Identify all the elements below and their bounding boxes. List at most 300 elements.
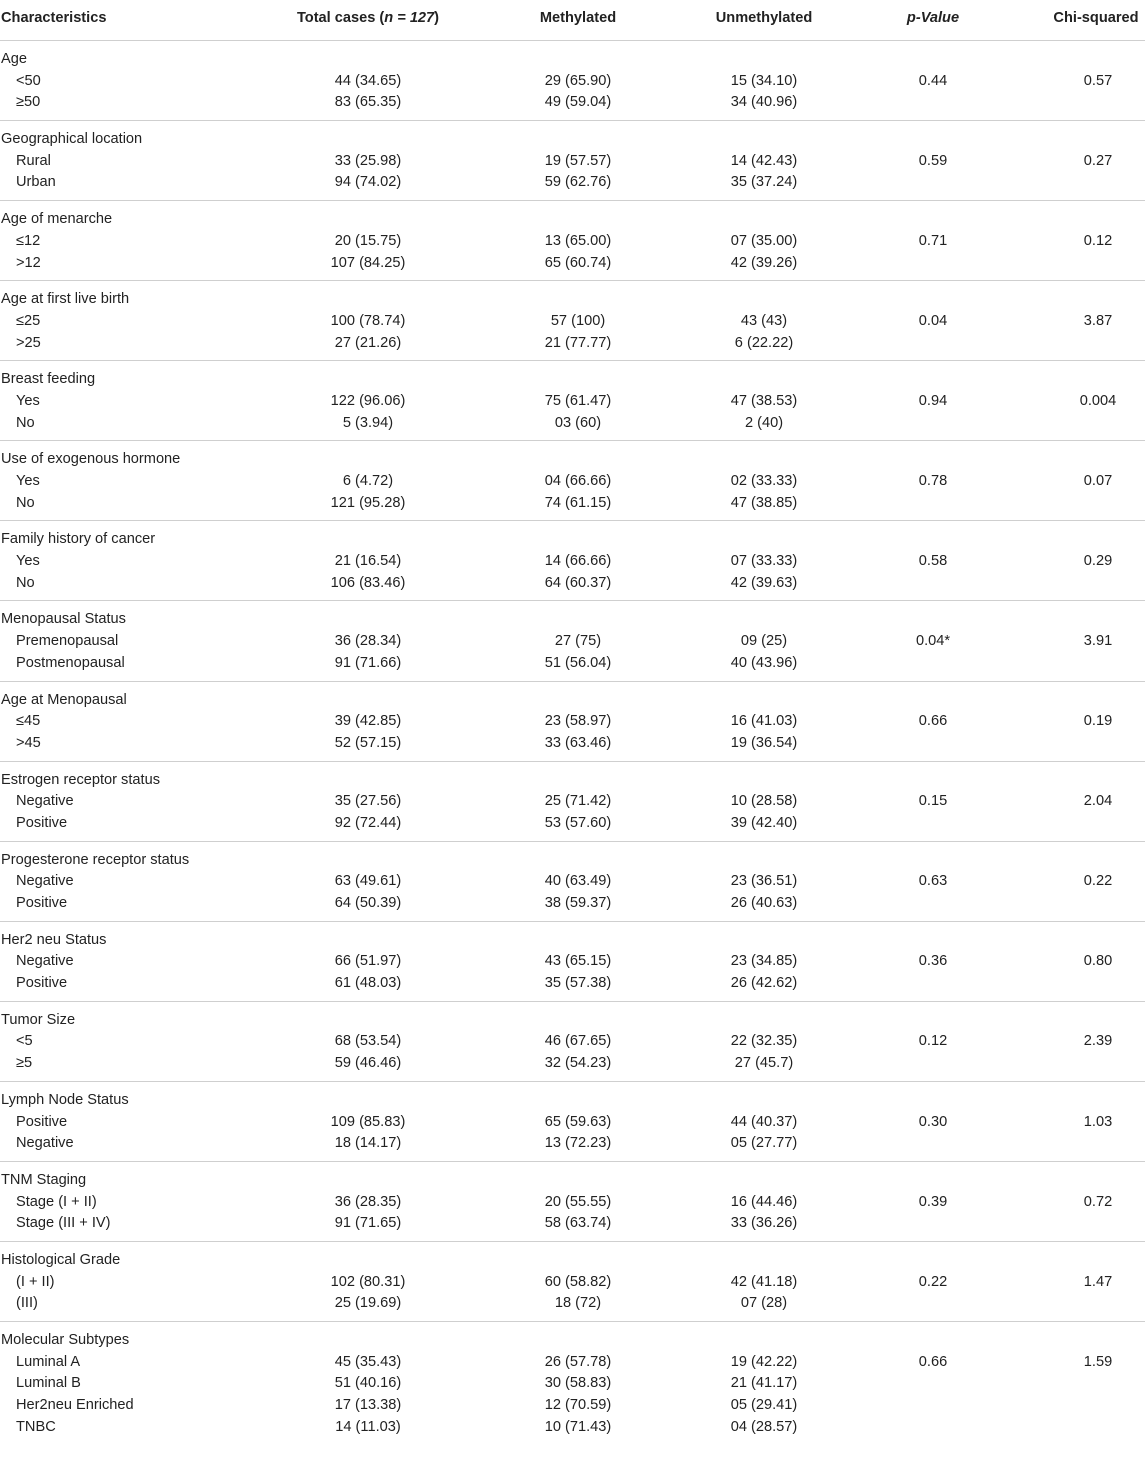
cell-unmethylated: 21 (41.17)	[730, 1375, 798, 1392]
group-title: Lymph Node Status	[1, 1091, 129, 1108]
table-row	[0, 813, 1145, 835]
group-spacer	[0, 281, 1145, 289]
cell-p-value: 0.30	[918, 1113, 948, 1130]
cell-chi-squared: 2.39	[1083, 1033, 1113, 1050]
row-label: <50	[16, 72, 41, 89]
row-label: Luminal A	[16, 1353, 81, 1370]
table-row	[0, 71, 1145, 93]
cell-total: 39 (42.85)	[334, 713, 402, 730]
table-row	[0, 311, 1145, 333]
table-body	[0, 41, 1145, 1444]
table-group	[0, 121, 1145, 201]
cell-chi-squared: 2.04	[1083, 793, 1113, 810]
group-spacer	[0, 762, 1145, 770]
row-label: Postmenopausal	[16, 654, 125, 671]
group-spacer	[0, 601, 1145, 609]
row-label: No	[16, 494, 35, 511]
cell-methylated: 30 (58.83)	[544, 1375, 612, 1392]
group-spacer	[0, 1002, 1145, 1010]
table-group	[0, 361, 1145, 441]
row-label: Negative	[16, 953, 74, 970]
cell-unmethylated: 16 (44.46)	[730, 1193, 798, 1210]
cell-methylated: 23 (58.97)	[544, 713, 612, 730]
cell-total: 91 (71.65)	[334, 1215, 402, 1232]
cell-unmethylated: 07 (33.33)	[730, 553, 798, 570]
group-spacer	[0, 201, 1145, 209]
row-label: ≥50	[16, 94, 41, 111]
row-label: Positive	[16, 814, 68, 831]
header-methylated: Methylated	[539, 10, 617, 26]
cell-total: 36 (28.35)	[334, 1193, 402, 1210]
table-group	[0, 41, 1145, 121]
cell-unmethylated: 04 (28.57)	[730, 1418, 798, 1435]
cell-total: 64 (50.39)	[334, 895, 402, 911]
cell-total: 66 (51.97)	[334, 953, 402, 970]
group-spacer	[0, 915, 1145, 921]
group-title: TNM Staging	[1, 1171, 87, 1188]
group-spacer	[0, 194, 1145, 200]
row-label: Yes	[16, 392, 40, 409]
cell-unmethylated: 42 (39.26)	[730, 254, 798, 271]
group-title: Estrogen receptor status	[1, 771, 160, 788]
cell-methylated: 59 (62.76)	[544, 174, 612, 191]
table-group	[0, 682, 1145, 762]
cell-total: 18 (14.17)	[334, 1135, 402, 1152]
table-row	[0, 733, 1145, 755]
cell-chi-squared: 3.91	[1083, 633, 1113, 650]
group-spacer	[0, 514, 1145, 520]
cell-unmethylated: 14 (42.43)	[730, 152, 798, 169]
group-title: Menopausal Status	[1, 611, 126, 628]
cell-chi-squared: 0.19	[1083, 713, 1113, 730]
group-title: Family history of cancer	[1, 531, 156, 548]
row-label: Her2neu Enriched	[16, 1397, 134, 1414]
cell-p-value: 0.04*	[915, 633, 951, 650]
cell-methylated: 58 (63.74)	[544, 1215, 612, 1232]
row-label: Yes	[16, 473, 40, 489]
table-row	[0, 631, 1145, 653]
row-label: <5	[16, 1033, 33, 1050]
table-group	[0, 922, 1145, 1002]
cell-methylated: 65 (60.74)	[544, 254, 612, 271]
table-row	[0, 573, 1145, 595]
cell-unmethylated: 05 (27.77)	[730, 1135, 798, 1152]
cell-methylated: 19 (57.57)	[544, 152, 612, 169]
row-label: Yes	[16, 553, 40, 570]
cell-total: 27 (21.26)	[334, 334, 402, 351]
row-label: Premenopausal	[16, 633, 119, 650]
cell-unmethylated: 39 (42.40)	[730, 814, 798, 831]
cell-methylated: 40 (63.49)	[544, 873, 612, 890]
cell-methylated: 38 (59.37)	[544, 895, 612, 911]
group-title: Age	[1, 51, 27, 67]
cell-total: 14 (11.03)	[335, 1418, 401, 1435]
cell-unmethylated: 43 (43)	[740, 312, 788, 329]
cell-total: 52 (57.15)	[334, 734, 402, 751]
table-group	[0, 762, 1145, 842]
group-spacer	[0, 1162, 1145, 1170]
group-spacer	[0, 434, 1145, 440]
cell-total: 121 (95.28)	[330, 494, 406, 511]
group-spacer	[0, 1315, 1145, 1321]
cell-methylated: 12 (70.59)	[544, 1397, 612, 1414]
cell-p-value: 0.66	[918, 713, 948, 730]
group-spacer	[0, 842, 1145, 850]
cell-p-value: 0.04	[918, 312, 948, 329]
table-row	[0, 1272, 1145, 1294]
table-group	[0, 1162, 1145, 1242]
table-row	[0, 391, 1145, 413]
row-label: (I + II)	[16, 1273, 55, 1290]
group-spacer	[0, 114, 1145, 120]
group-title-row	[0, 369, 1145, 391]
group-title: Age of menarche	[1, 211, 113, 228]
cell-unmethylated: 19 (36.54)	[730, 734, 798, 751]
table-group	[0, 1322, 1145, 1444]
row-label: Positive	[16, 975, 68, 992]
cell-total: 94 (74.02)	[334, 174, 402, 191]
table-row	[0, 1373, 1145, 1395]
row-label: No	[16, 414, 35, 431]
cell-total: 36 (28.34)	[334, 633, 402, 650]
table-row	[0, 871, 1145, 893]
cell-total: 106 (83.46)	[330, 574, 406, 591]
cell-unmethylated: 07 (35.00)	[730, 232, 798, 249]
group-title-row	[0, 529, 1145, 551]
cell-methylated: 75 (61.47)	[544, 392, 612, 409]
table-row	[0, 1031, 1145, 1053]
table-row	[0, 151, 1145, 173]
table-header	[0, 0, 1145, 41]
group-title-row	[0, 1250, 1145, 1272]
row-label: No	[16, 574, 35, 591]
group-title-row	[0, 1170, 1145, 1192]
table-row	[0, 1293, 1145, 1315]
row-label: Urban	[16, 174, 56, 191]
cell-total: 92 (72.44)	[334, 814, 402, 831]
table-row	[0, 471, 1145, 493]
cell-total: 91 (71.66)	[334, 654, 402, 671]
group-title: Tumor Size	[1, 1011, 76, 1028]
table-row	[0, 1395, 1145, 1417]
table-row	[0, 253, 1145, 275]
cell-unmethylated: 42 (39.63)	[730, 574, 798, 591]
cell-total: 107 (84.25)	[330, 254, 406, 271]
cell-methylated: 13 (65.00)	[544, 232, 612, 249]
table-group	[0, 441, 1145, 521]
row-label: Positive	[16, 1113, 68, 1130]
table-row	[0, 711, 1145, 733]
group-title: Breast feeding	[1, 371, 96, 388]
header-characteristics: Characteristics	[1, 10, 107, 26]
row-label: ≤45	[16, 713, 41, 730]
group-title: Progesterone receptor status	[1, 851, 190, 868]
group-spacer	[0, 354, 1145, 360]
group-title-row	[0, 449, 1145, 471]
table-row	[0, 493, 1145, 515]
row-label: Positive	[16, 895, 68, 911]
cell-total: 25 (19.69)	[334, 1295, 402, 1312]
group-title-row	[0, 850, 1145, 872]
cell-methylated: 49 (59.04)	[544, 94, 612, 111]
cell-unmethylated: 22 (32.35)	[730, 1033, 798, 1050]
cell-unmethylated: 2 (40)	[744, 414, 784, 431]
row-label: Negative	[16, 1135, 74, 1152]
table-row	[0, 791, 1145, 813]
cell-p-value: 0.36	[918, 953, 948, 970]
cell-total: 83 (65.35)	[334, 94, 402, 111]
table-row	[0, 172, 1145, 194]
cell-unmethylated: 05 (29.41)	[730, 1397, 798, 1414]
group-spacer	[0, 1155, 1145, 1161]
cell-methylated: 74 (61.15)	[544, 494, 612, 511]
group-title-row	[0, 770, 1145, 792]
cell-p-value: 0.66	[918, 1353, 948, 1370]
cell-methylated: 21 (77.77)	[544, 334, 612, 351]
group-spacer	[0, 41, 1145, 49]
table-group	[0, 601, 1145, 681]
row-label: Negative	[16, 793, 74, 810]
table-row	[0, 333, 1145, 355]
cell-chi-squared: 1.47	[1083, 1273, 1113, 1290]
group-spacer	[0, 1075, 1145, 1081]
table-group	[0, 842, 1145, 922]
cell-methylated: 46 (67.65)	[544, 1033, 612, 1050]
cell-p-value: 0.44	[918, 72, 948, 89]
cell-p-value: 0.59	[918, 152, 948, 169]
cell-chi-squared: 0.22	[1083, 873, 1113, 890]
cell-total: 6 (4.72)	[342, 473, 394, 489]
cell-p-value: 0.63	[918, 873, 948, 890]
group-title-row	[0, 209, 1145, 231]
group-spacer	[0, 675, 1145, 681]
group-spacer	[0, 274, 1145, 280]
table-row	[0, 893, 1145, 915]
group-title-row	[0, 129, 1145, 151]
table-row	[0, 1112, 1145, 1134]
cell-total: 68 (53.54)	[334, 1033, 402, 1050]
table-row	[0, 1213, 1145, 1235]
cell-total: 109 (85.83)	[330, 1113, 406, 1130]
cell-chi-squared: 0.12	[1083, 232, 1113, 249]
table-group	[0, 1002, 1145, 1082]
cell-chi-squared: 0.004	[1079, 392, 1117, 409]
cell-methylated: 10 (71.43)	[544, 1418, 612, 1435]
cell-methylated: 57 (100)	[550, 312, 606, 329]
group-title-row	[0, 49, 1145, 71]
cell-unmethylated: 42 (41.18)	[730, 1273, 798, 1290]
group-spacer	[0, 594, 1145, 600]
cell-methylated: 35 (57.38)	[544, 975, 612, 992]
table-group	[0, 521, 1145, 601]
cell-unmethylated: 33 (36.26)	[730, 1215, 798, 1232]
group-spacer	[0, 361, 1145, 369]
cell-total: 100 (78.74)	[330, 312, 406, 329]
table-row	[0, 653, 1145, 675]
cell-unmethylated: 34 (40.96)	[730, 94, 798, 111]
cell-unmethylated: 6 (22.22)	[734, 334, 794, 351]
cell-methylated: 13 (72.23)	[544, 1135, 612, 1152]
cell-unmethylated: 26 (42.62)	[730, 975, 798, 992]
cell-chi-squared: 0.80	[1083, 953, 1113, 970]
group-title-row	[0, 1330, 1145, 1352]
header-total-cases	[297, 10, 439, 26]
cell-chi-squared: 0.72	[1083, 1193, 1113, 1210]
row-label: Rural	[16, 152, 51, 169]
group-spacer	[0, 1322, 1145, 1330]
cell-total: 45 (35.43)	[334, 1353, 402, 1370]
group-title: Age at first live birth	[1, 291, 130, 308]
group-title-row	[0, 1010, 1145, 1032]
cell-unmethylated: 27 (45.7)	[734, 1055, 794, 1072]
group-spacer	[0, 1242, 1145, 1250]
cell-p-value: 0.22	[918, 1273, 948, 1290]
cell-total: 17 (13.38)	[334, 1397, 402, 1414]
cell-methylated: 53 (57.60)	[544, 814, 612, 831]
group-title: Histological Grade	[1, 1251, 121, 1268]
table-row	[0, 231, 1145, 253]
cell-total: 20 (15.75)	[334, 232, 402, 249]
cell-p-value: 0.58	[918, 553, 948, 570]
group-spacer	[0, 521, 1145, 529]
row-label: >45	[16, 734, 41, 751]
group-spacer	[0, 755, 1145, 761]
cell-p-value: 0.94	[918, 392, 948, 409]
cell-unmethylated: 40 (43.96)	[730, 654, 798, 671]
cell-chi-squared: 3.87	[1083, 312, 1113, 329]
cell-total: 5 (3.94)	[342, 414, 394, 431]
row-label: TNBC	[16, 1418, 56, 1435]
cell-methylated: 60 (58.82)	[544, 1273, 612, 1290]
cell-chi-squared: 0.29	[1083, 553, 1113, 570]
cell-unmethylated: 10 (28.58)	[730, 793, 798, 810]
cell-methylated: 65 (59.63)	[544, 1113, 612, 1130]
group-title-row	[0, 930, 1145, 952]
cell-total: 102 (80.31)	[330, 1273, 406, 1290]
cell-unmethylated: 35 (37.24)	[730, 174, 798, 191]
group-title-row	[0, 289, 1145, 311]
cell-unmethylated: 19 (42.22)	[730, 1353, 798, 1370]
row-label: (III)	[16, 1295, 38, 1312]
table-row	[0, 551, 1145, 573]
row-label: ≥5	[16, 1055, 33, 1072]
cell-unmethylated: 07 (28)	[740, 1295, 788, 1312]
cell-total: 21 (16.54)	[334, 553, 402, 570]
table-row	[0, 1133, 1145, 1155]
group-spacer	[0, 995, 1145, 1001]
header-total-n: n = 127	[384, 10, 435, 26]
table-group	[0, 1082, 1145, 1162]
row-label: Negative	[16, 873, 74, 890]
cell-total: 122 (96.06)	[330, 392, 406, 409]
cell-total: 63 (49.61)	[334, 873, 402, 890]
cell-chi-squared: 1.03	[1083, 1113, 1113, 1130]
cell-total: 61 (48.03)	[334, 975, 402, 992]
table-row	[0, 413, 1145, 435]
row-label: Stage (III + IV)	[16, 1215, 111, 1232]
table-group	[0, 281, 1145, 361]
group-spacer	[0, 682, 1145, 690]
cell-methylated: 18 (72)	[554, 1295, 602, 1312]
cell-unmethylated: 26 (40.63)	[730, 895, 798, 911]
cell-methylated: 64 (60.37)	[544, 574, 612, 591]
row-label: ≤12	[16, 232, 41, 249]
cell-methylated: 51 (56.04)	[544, 654, 612, 671]
cell-methylated: 32 (54.23)	[544, 1055, 612, 1072]
cell-methylated: 25 (71.42)	[544, 793, 612, 810]
row-label: Luminal B	[16, 1375, 81, 1392]
cell-p-value: 0.12	[918, 1033, 948, 1050]
cell-unmethylated: 02 (33.33)	[730, 473, 798, 489]
cell-total: 33 (25.98)	[334, 152, 402, 169]
group-title: Geographical location	[1, 131, 143, 148]
cell-methylated: 29 (65.90)	[544, 72, 612, 89]
cell-unmethylated: 09 (25)	[740, 633, 788, 650]
row-label: ≤25	[16, 312, 41, 329]
group-title-row	[0, 690, 1145, 712]
table-row	[0, 1417, 1145, 1439]
cell-methylated: 27 (75)	[554, 633, 602, 650]
cell-chi-squared: 0.07	[1083, 473, 1113, 489]
table-row	[0, 973, 1145, 995]
cell-unmethylated: 47 (38.53)	[730, 392, 798, 409]
cell-methylated: 04 (66.66)	[544, 473, 612, 489]
table-group	[0, 201, 1145, 281]
group-title-row	[0, 609, 1145, 631]
cell-methylated: 26 (57.78)	[544, 1353, 612, 1370]
cell-total: 35 (27.56)	[334, 793, 402, 810]
header-unmethylated: Unmethylated	[715, 10, 813, 26]
group-spacer	[0, 1082, 1145, 1090]
cell-unmethylated: 44 (40.37)	[730, 1113, 798, 1130]
cell-p-value: 0.71	[918, 232, 948, 249]
cell-unmethylated: 47 (38.85)	[730, 494, 798, 511]
cell-methylated: 43 (65.15)	[544, 953, 612, 970]
table-group	[0, 1242, 1145, 1322]
cell-total: 59 (46.46)	[334, 1055, 402, 1072]
group-title: Age at Menopausal	[1, 691, 127, 708]
group-spacer	[0, 441, 1145, 449]
group-spacer	[0, 121, 1145, 129]
cell-unmethylated: 16 (41.03)	[730, 713, 798, 730]
cell-methylated: 14 (66.66)	[544, 553, 612, 570]
header-p-value: p-Value	[906, 10, 960, 26]
cell-methylated: 03 (60)	[554, 414, 602, 431]
table-row	[0, 92, 1145, 114]
table-row	[0, 1192, 1145, 1214]
cell-total: 51 (40.16)	[334, 1375, 402, 1392]
header-total-suffix: )	[434, 10, 440, 26]
cell-unmethylated: 23 (36.51)	[730, 873, 798, 890]
cell-chi-squared: 1.59	[1083, 1353, 1113, 1370]
header-chi-squared: Chi-squared	[1053, 10, 1139, 26]
cell-total: 44 (34.65)	[334, 72, 402, 89]
cell-p-value: 0.39	[918, 1193, 948, 1210]
header-total-prefix: Total cases (	[296, 10, 385, 26]
table-row	[0, 1352, 1145, 1374]
cell-methylated: 20 (55.55)	[544, 1193, 612, 1210]
group-spacer	[0, 835, 1145, 841]
group-title: Her2 neu Status	[1, 931, 107, 948]
table-row	[0, 951, 1145, 973]
cell-chi-squared: 0.57	[1083, 72, 1113, 89]
group-spacer	[0, 922, 1145, 930]
group-title: Molecular Subtypes	[1, 1332, 130, 1348]
group-title-row	[0, 1090, 1145, 1112]
table-row	[0, 1053, 1145, 1075]
row-label: Stage (I + II)	[16, 1193, 97, 1210]
cell-methylated: 33 (63.46)	[544, 734, 612, 751]
